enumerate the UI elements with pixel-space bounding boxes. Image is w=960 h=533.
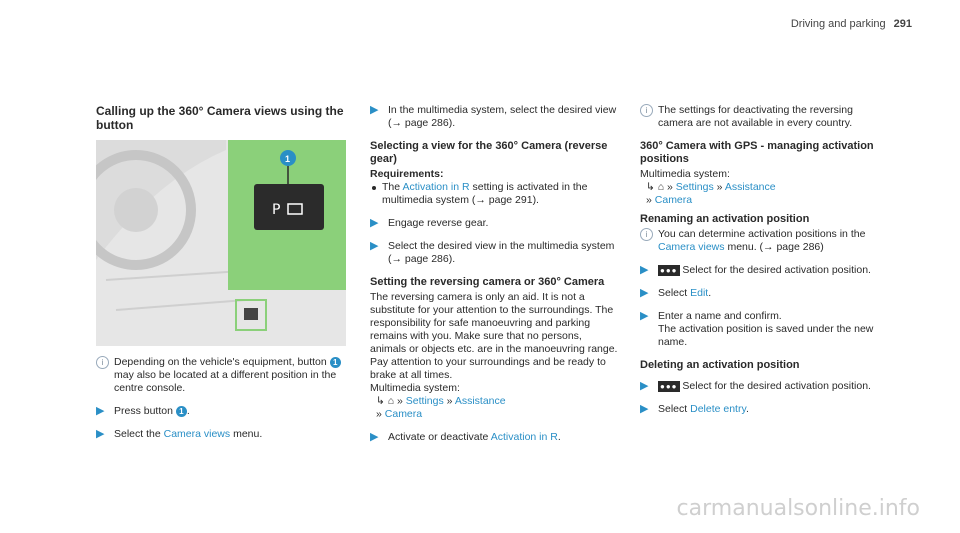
column-1-bottom <box>96 356 346 451</box>
chevron-icon: » <box>446 395 453 407</box>
step-select-camera-views: ▶ Select the Camera views menu. <box>96 428 263 440</box>
requirement-item: The Activation in R setting is activated in the multimedia system (→ page 291). <box>370 181 620 207</box>
menu-path <box>370 395 620 408</box>
multimedia-label: Multimedia system: <box>640 168 730 180</box>
heading-delete: Deleting an activation position <box>640 359 800 371</box>
heading-select-view: Selecting a view for the 360° Camera (reverse gear) <box>370 140 608 165</box>
column-2 <box>370 104 620 454</box>
step-select-view: ▶ Select the desired view in the multimedia system (→ page 286). <box>370 240 615 265</box>
step-arrow-icon: ▶ <box>370 240 379 252</box>
menu-camera[interactable]: Camera <box>654 194 693 206</box>
step-arrow-icon: ▶ <box>640 310 649 322</box>
heading-setting-camera: Setting the reversing camera or 360° Camera <box>370 276 605 288</box>
watermark: carmanualsonline.info <box>676 496 920 521</box>
menu-assistance[interactable]: Assistance <box>454 395 506 407</box>
callout-badge: 1 <box>176 406 187 417</box>
heading-rename: Renaming an activation position <box>640 213 810 225</box>
note-deactivation: i The settings for deactivating the reversing camera are not available in every country. <box>640 104 890 130</box>
console-image <box>96 140 346 346</box>
step-arrow-icon: ▶ <box>640 287 649 299</box>
step-press-button: ▶ Press button 1 . <box>96 405 190 417</box>
step-arrow-icon: ▶ <box>96 405 105 417</box>
step-arrow-icon: ▶ <box>96 428 105 440</box>
step-delete: ▶ Select Delete entry. <box>640 403 749 415</box>
console-illustration <box>96 140 346 346</box>
step-arrow-icon: ▶ <box>640 264 649 276</box>
step-arrow-icon: ▶ <box>370 104 379 116</box>
requirements-title: Requirements: <box>370 168 444 180</box>
multimedia-label: Multimedia system: <box>370 382 460 394</box>
activation-in-r-link-2[interactable]: Activation in R <box>490 431 558 443</box>
more-options-icon[interactable]: ●●● <box>660 381 678 391</box>
step-arrow-icon: ▶ <box>370 217 379 229</box>
home-icon: ⌂ <box>657 181 665 193</box>
note-button-location: i Depending on the vehicle's equipment, button 1 may also be located at a different position in the centre console. <box>96 356 346 395</box>
step-edit: ▶ Select Edit. <box>640 287 712 299</box>
menu-path-2 <box>640 194 890 207</box>
step-enter-name: ▶ Enter a name and confirm. The activation position is saved under the new name. <box>640 310 874 348</box>
page-number: 291 <box>893 18 912 30</box>
column-3 <box>640 104 890 426</box>
step-activate: ▶ Activate or deactivate Activation in R. <box>370 431 561 443</box>
image-callout-number: 1 <box>285 154 291 164</box>
activation-in-r-link[interactable]: Activation in R <box>402 181 470 193</box>
home-icon: ⌂ <box>387 395 395 407</box>
callout-badge: 1 <box>330 357 341 368</box>
chevron-icon: » <box>646 194 652 206</box>
info-icon: i <box>640 104 653 117</box>
svg-text:P: P <box>272 202 281 218</box>
step-arrow-icon: ▶ <box>640 380 649 392</box>
step-intro: ▶ In the multimedia system, select the desired view (→ page 286). <box>370 104 617 129</box>
note-rename: i You can determine activation positions in the Camera views menu. (→ page 286) <box>640 228 890 254</box>
heading-button: Calling up the 360° Camera views using the button <box>96 104 344 132</box>
menu-settings[interactable]: Settings <box>675 181 714 193</box>
info-icon: i <box>96 356 109 369</box>
camera-views-link[interactable]: Camera views <box>163 428 231 440</box>
chevron-icon: » <box>376 408 382 420</box>
step-select-position: ▶ ●●● Select for the desired activation position. <box>640 264 871 276</box>
step-engage-reverse: ▶ Engage reverse gear. <box>370 217 489 229</box>
menu-assistance[interactable]: Assistance <box>724 181 776 193</box>
menu-path-2 <box>370 408 620 421</box>
menu-settings[interactable]: Settings <box>405 395 444 407</box>
delete-entry-link[interactable]: Delete entry <box>690 403 746 415</box>
chevron-icon: » <box>667 181 673 193</box>
step-arrow-icon: ▶ <box>640 403 649 415</box>
chevron-icon: » <box>397 395 403 407</box>
info-icon: i <box>640 228 653 241</box>
section-title: Driving and parking <box>790 18 886 30</box>
menu-camera[interactable]: Camera <box>384 408 423 420</box>
step-arrow-icon: ▶ <box>370 431 379 443</box>
more-options-icon[interactable]: ●●● <box>660 265 678 275</box>
page-header <box>791 18 912 30</box>
menu-path <box>640 181 890 194</box>
return-arrow-icon: ↳ <box>376 395 385 407</box>
return-arrow-icon: ↳ <box>646 181 655 193</box>
setting-camera-body: The reversing camera is only an aid. It is not a substitute for your attention to the surroundings. The responsibility for safe manoeuvring and parking remains with you. Make sure that no persons, animals or objects etc. are in the manoeuvring range. Pay attention to your surroundings and be ready to brake at all times. <box>370 291 618 381</box>
chevron-icon: » <box>716 181 723 193</box>
edit-link[interactable]: Edit <box>690 287 709 299</box>
step-select-position-delete: ▶ ●●● Select for the desired activation position. <box>640 380 871 392</box>
heading-gps-positions: 360° Camera with GPS - managing activation positions <box>640 140 874 165</box>
camera-views-link[interactable]: Camera views <box>658 241 725 253</box>
